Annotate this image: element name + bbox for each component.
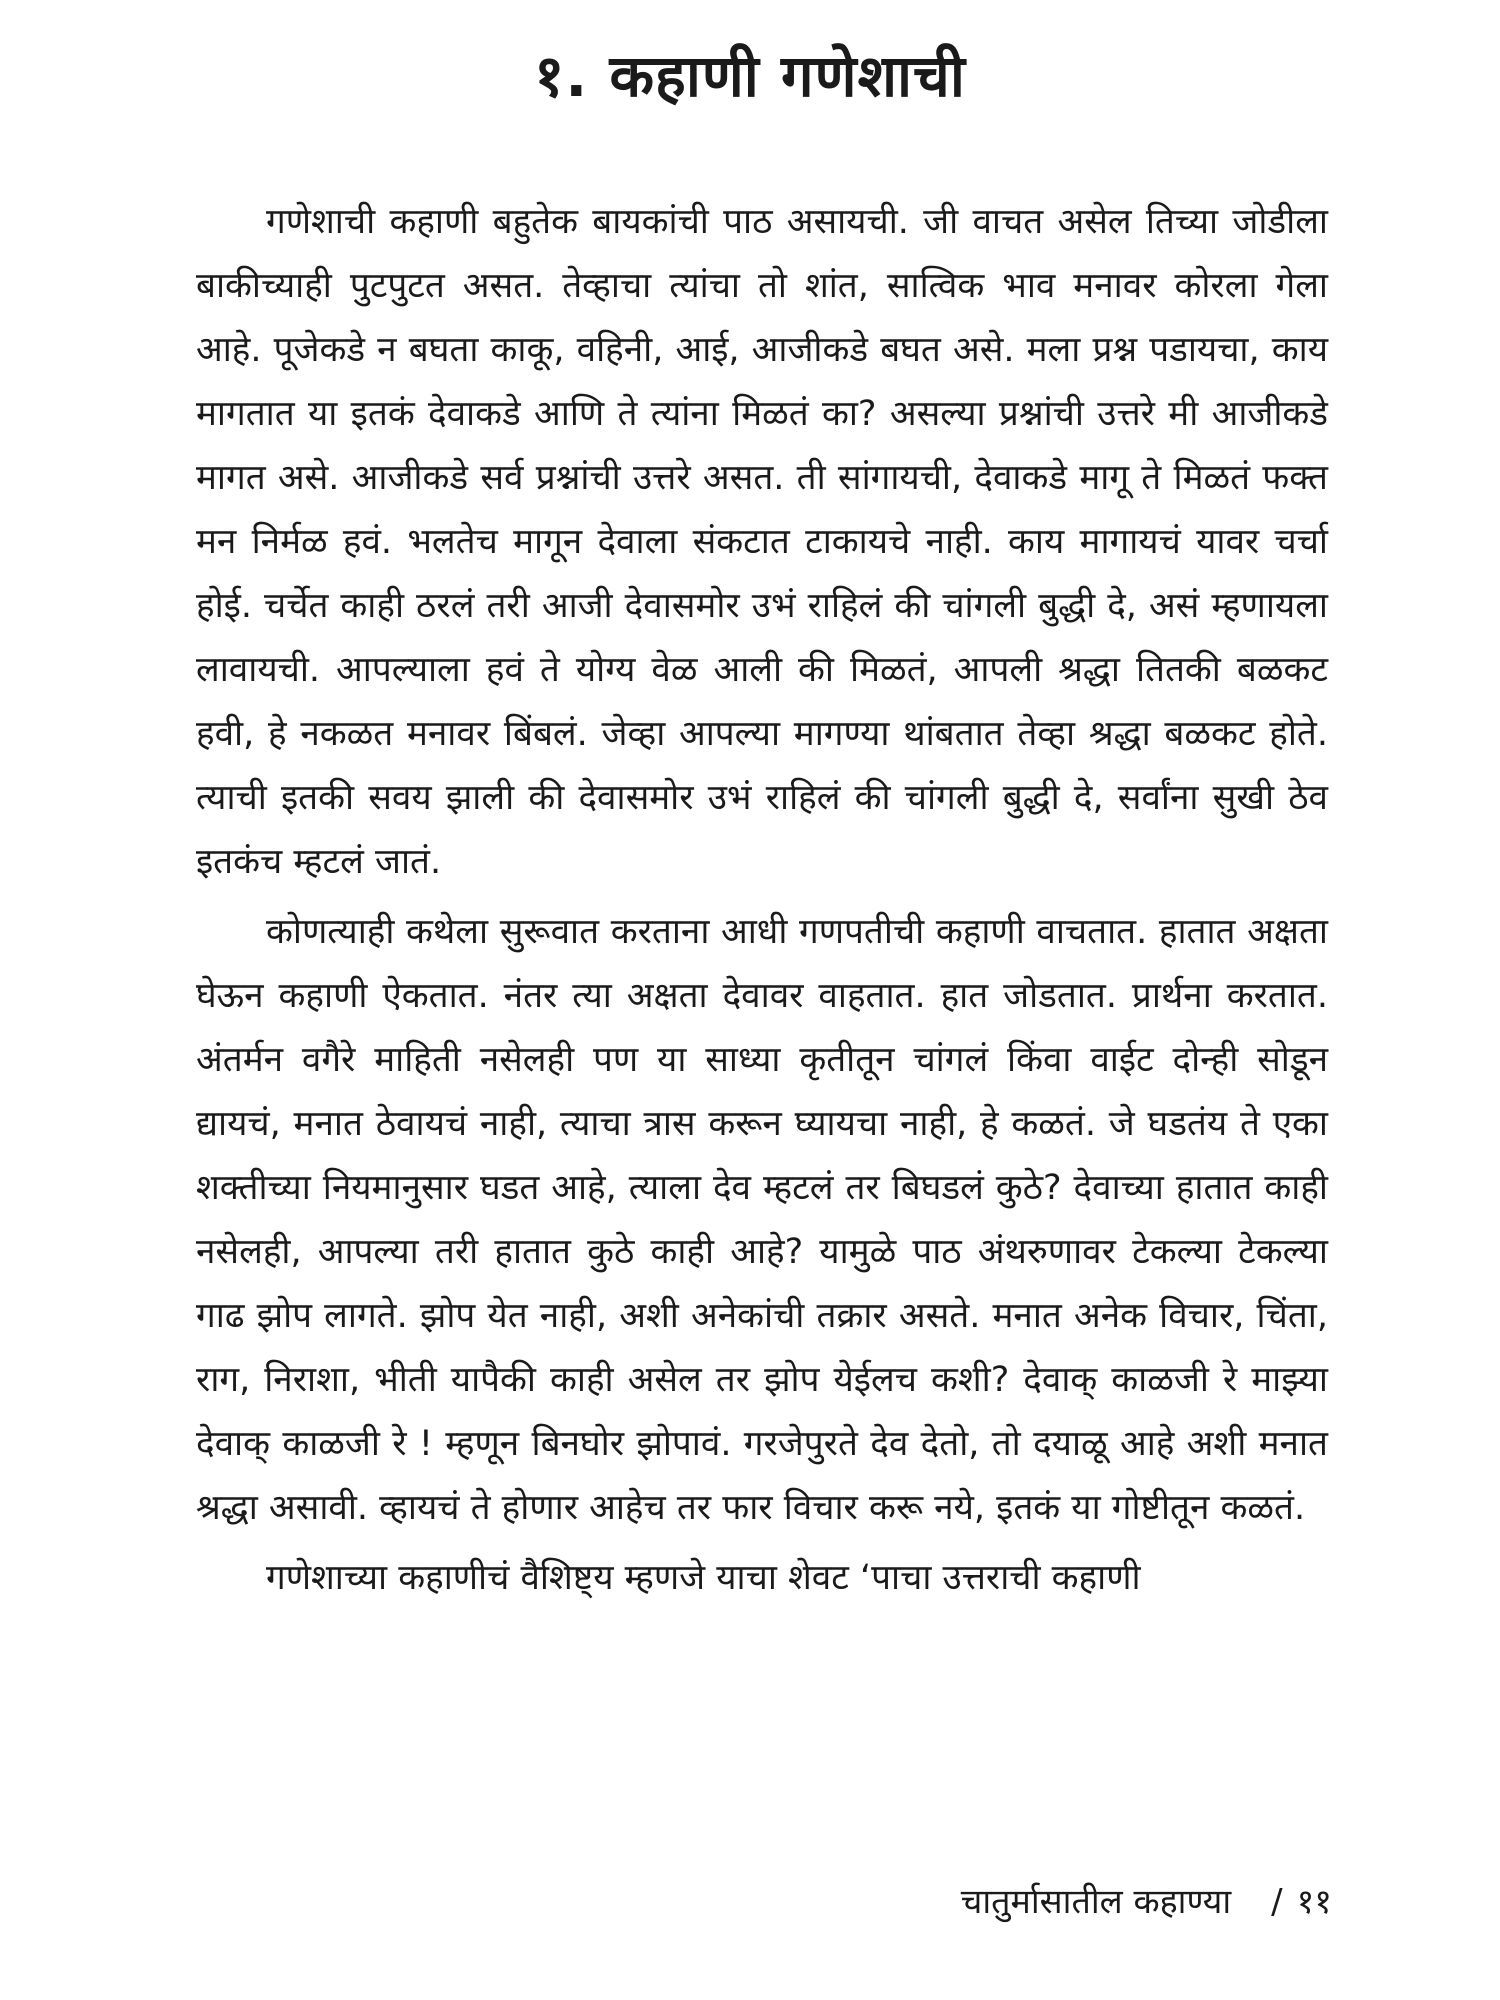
paragraph-1: गणेशाची कहाणी बहुतेक बायकांची पाठ असायची. जी वाचत असेल तिच्या जोडीला बाकीच्याही पुटपुटत असत. तेव्हाचा त्यांचा तो शांत, सात्विक भाव मनावर कोरला गेला आहे. पूजेकडे न बघता काकू, वहिनी, आई, आजीकडे बघत असे. मला प्रश्न पडायचा, काय मागतात या इतकं देवाकडे आणि ते त्यांना मिळतं का? असल्या प्रश्नांची उत्तरे मी आजीकडे मागत असे. आजीकडे सर्व प्रश्नांची उत्तरे असत. ती सांगायची, देवाकडे मागू ते मिळतं फक्त मन निर्मळ हवं. भलतेच मागून देवाला संकटात टाकायचे नाही. काय मागायचं यावर चर्चा होई. चर्चेत काही ठरलं तरी आजी देवासमोर उभं राहिलं की चांगली बुद्धी दे, असं म्हणायला लावायची. आपल्याला हवं ते योग्य वेळ आली की मिळतं, आपली श्रद्धा तितकी बळकट हवी, हे नकळत मनावर बिंबलं. जेव्हा आपल्या मागण्या थांबतात तेव्हा श्रद्धा बळकट होते. त्याची इतकी सवय झाली की देवासमोर उभं राहिलं की चांगली बुद्धी दे, सर्वांना सुखी ठेव इतकंच म्हटलं जातं. bbox=[196, 202, 1328, 882]
chapter-title: १. कहाणी गणेशाची bbox=[534, 42, 966, 110]
running-book-title: चातुर्मासातील कहाण्या bbox=[960, 1882, 1232, 1922]
page-number: ११ bbox=[1296, 1882, 1332, 1922]
footer-separator: / bbox=[1271, 1882, 1283, 1922]
paragraph-3: गणेशाच्या कहाणीचं वैशिष्ट्य म्हणजे याचा शेवट ‘पाचा उत्तराची कहाणी bbox=[266, 1558, 1141, 1598]
paragraph-2: कोणत्याही कथेला सुरूवात करताना आधी गणपतीची कहाणी वाचतात. हातात अक्षता घेऊन कहाणी ऐकतात. नंतर त्या अक्षता देवावर वाहतात. हात जोडतात. प्रार्थना करतात. अंतर्मन वगैरे माहिती नसेलही पण या साध्या कृतीतून चांगलं किंवा वाईट दोन्ही सोडून द्यायचं, मनात ठेवायचं नाही, त्याचा त्रास करून घ्यायचा नाही, हे कळतं. जे घडतंय ते एका शक्तीच्या नियमानुसार घडत आहे, त्याला देव म्हटलं तर बिघडलं कुठे? देवाच्या हातात काही नसेलही, आपल्या तरी हातात कुठे काही आहे? यामुळे पाठ अंथरुणावर टेकल्या टेकल्या गाढ झोप लागते. झोप येत नाही, अशी अनेकांची तक्रार असते. मनात अनेक विचार, चिंता, राग, निराशा, भीती यापैकी काही असेल तर झोप येईलच कशी? देवाक् काळजी रे माझ्या देवाक् काळजी रे ! म्हणून बिनघोर झोपावं. गरजेपुरते देव देतो, तो दयाळू आहे अशी मनात श्रद्धा असावी. व्हायचं ते होणार आहेच तर फार विचार करू नये, इतकं या गोष्टीतून कळतं. bbox=[196, 912, 1328, 1528]
page-footer bbox=[961, 1872, 1332, 1932]
chapter-body bbox=[196, 190, 1328, 1616]
